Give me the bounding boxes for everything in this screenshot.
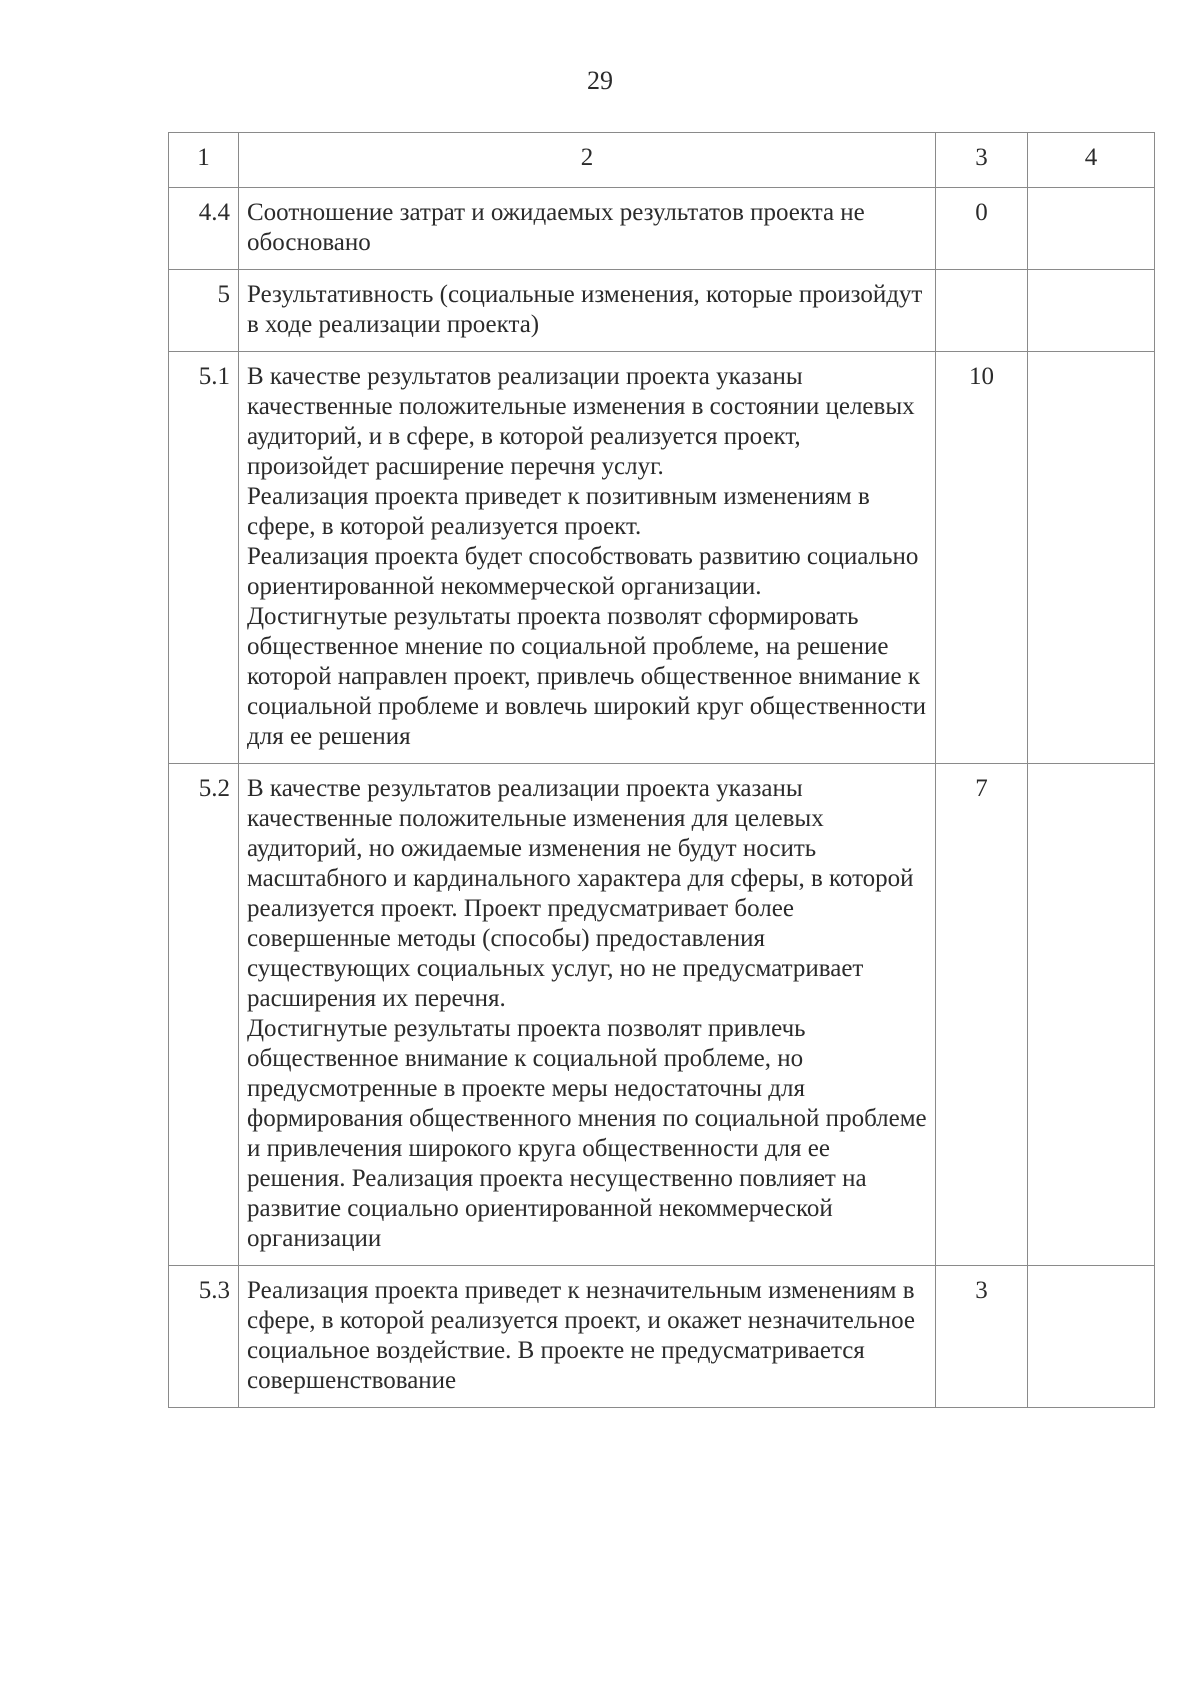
row-text [239,270,936,352]
table-row [169,270,1155,352]
row-number: 5.2 [169,764,239,1266]
row-score: 7 [936,764,1028,1266]
row-text-paragraph: В качестве результатов реализации проекта указаны качественные положительные изменения для целевых аудиторий, но ожидаемые изменения не будут носить масштабного и кардинального характера для сферы, в которой реализуется проект. Проект предусматривает более совершенные методы (способы) предоставления существующих социальных услуг, но не предусматривает расширения их перечня. [247,775,914,1012]
header-cell-3: 3 [936,133,1028,188]
row-col4 [1028,188,1155,270]
table-header-row [169,133,1155,188]
row-number: 5.3 [169,1266,239,1408]
row-text-paragraph: В качестве результатов реализации проекта указаны качественные положительные изменения в состоянии целевых аудиторий, и в сфере, в которой реализуется проект, произойдет расширение перечня услуг. [247,363,915,480]
criteria-table [168,132,1155,1408]
row-text [239,352,936,764]
row-col4 [1028,352,1155,764]
row-text [239,188,936,270]
row-score: 3 [936,1266,1028,1408]
row-text-paragraph: Реализация проекта приведет к позитивным изменениям в сфере, в которой реализуется проект. [247,483,870,540]
row-text-paragraph: Реализация проекта приведет к незначительным изменениям в сфере, в которой реализуется проект, и окажет незначительное социальное воздействие. В проекте не предусматривается совершенствование [247,1277,915,1394]
row-text-paragraph: Соотношение затрат и ожидаемых результатов проекта не обосновано [247,199,865,256]
page-number: 29 [587,66,613,95]
table-row [169,188,1155,270]
row-text-paragraph: Реализация проекта будет способствовать развитию социально ориентированной некоммерческой организации. [247,543,919,600]
row-number: 5.1 [169,352,239,764]
row-number: 5 [169,270,239,352]
row-score [936,270,1028,352]
header-cell-1: 1 [169,133,239,188]
row-col4 [1028,1266,1155,1408]
row-text [239,1266,936,1408]
header-cell-4: 4 [1028,133,1155,188]
table-row [169,1266,1155,1408]
row-text [239,764,936,1266]
table-row [169,764,1155,1266]
row-text-paragraph: Результативность (социальные изменения, которые произойдут в ходе реализации проекта) [247,281,923,338]
row-score: 10 [936,352,1028,764]
row-col4 [1028,764,1155,1266]
row-score: 0 [936,188,1028,270]
header-cell-2: 2 [239,133,936,188]
row-col4 [1028,270,1155,352]
row-text-paragraph: Достигнутые результаты проекта позволят привлечь общественное внимание к социальной проблеме, но предусмотренные в проекте меры недостаточны для формирования общественного мнения по социальной проблеме и привлечения широкого круга общественности для ее решения. Реализация проекта несущественно повлияет на развитие социально ориентированной некоммерческой организации [247,1015,927,1252]
row-text-paragraph: Достигнутые результаты проекта позволят сформировать общественное мнение по социальной проблеме, на решение которой направлен проект, привлечь общественное внимание к социальной проблеме и вовлечь широкий круг общественности для ее решения [247,603,927,750]
table-row [169,352,1155,764]
row-number: 4.4 [169,188,239,270]
